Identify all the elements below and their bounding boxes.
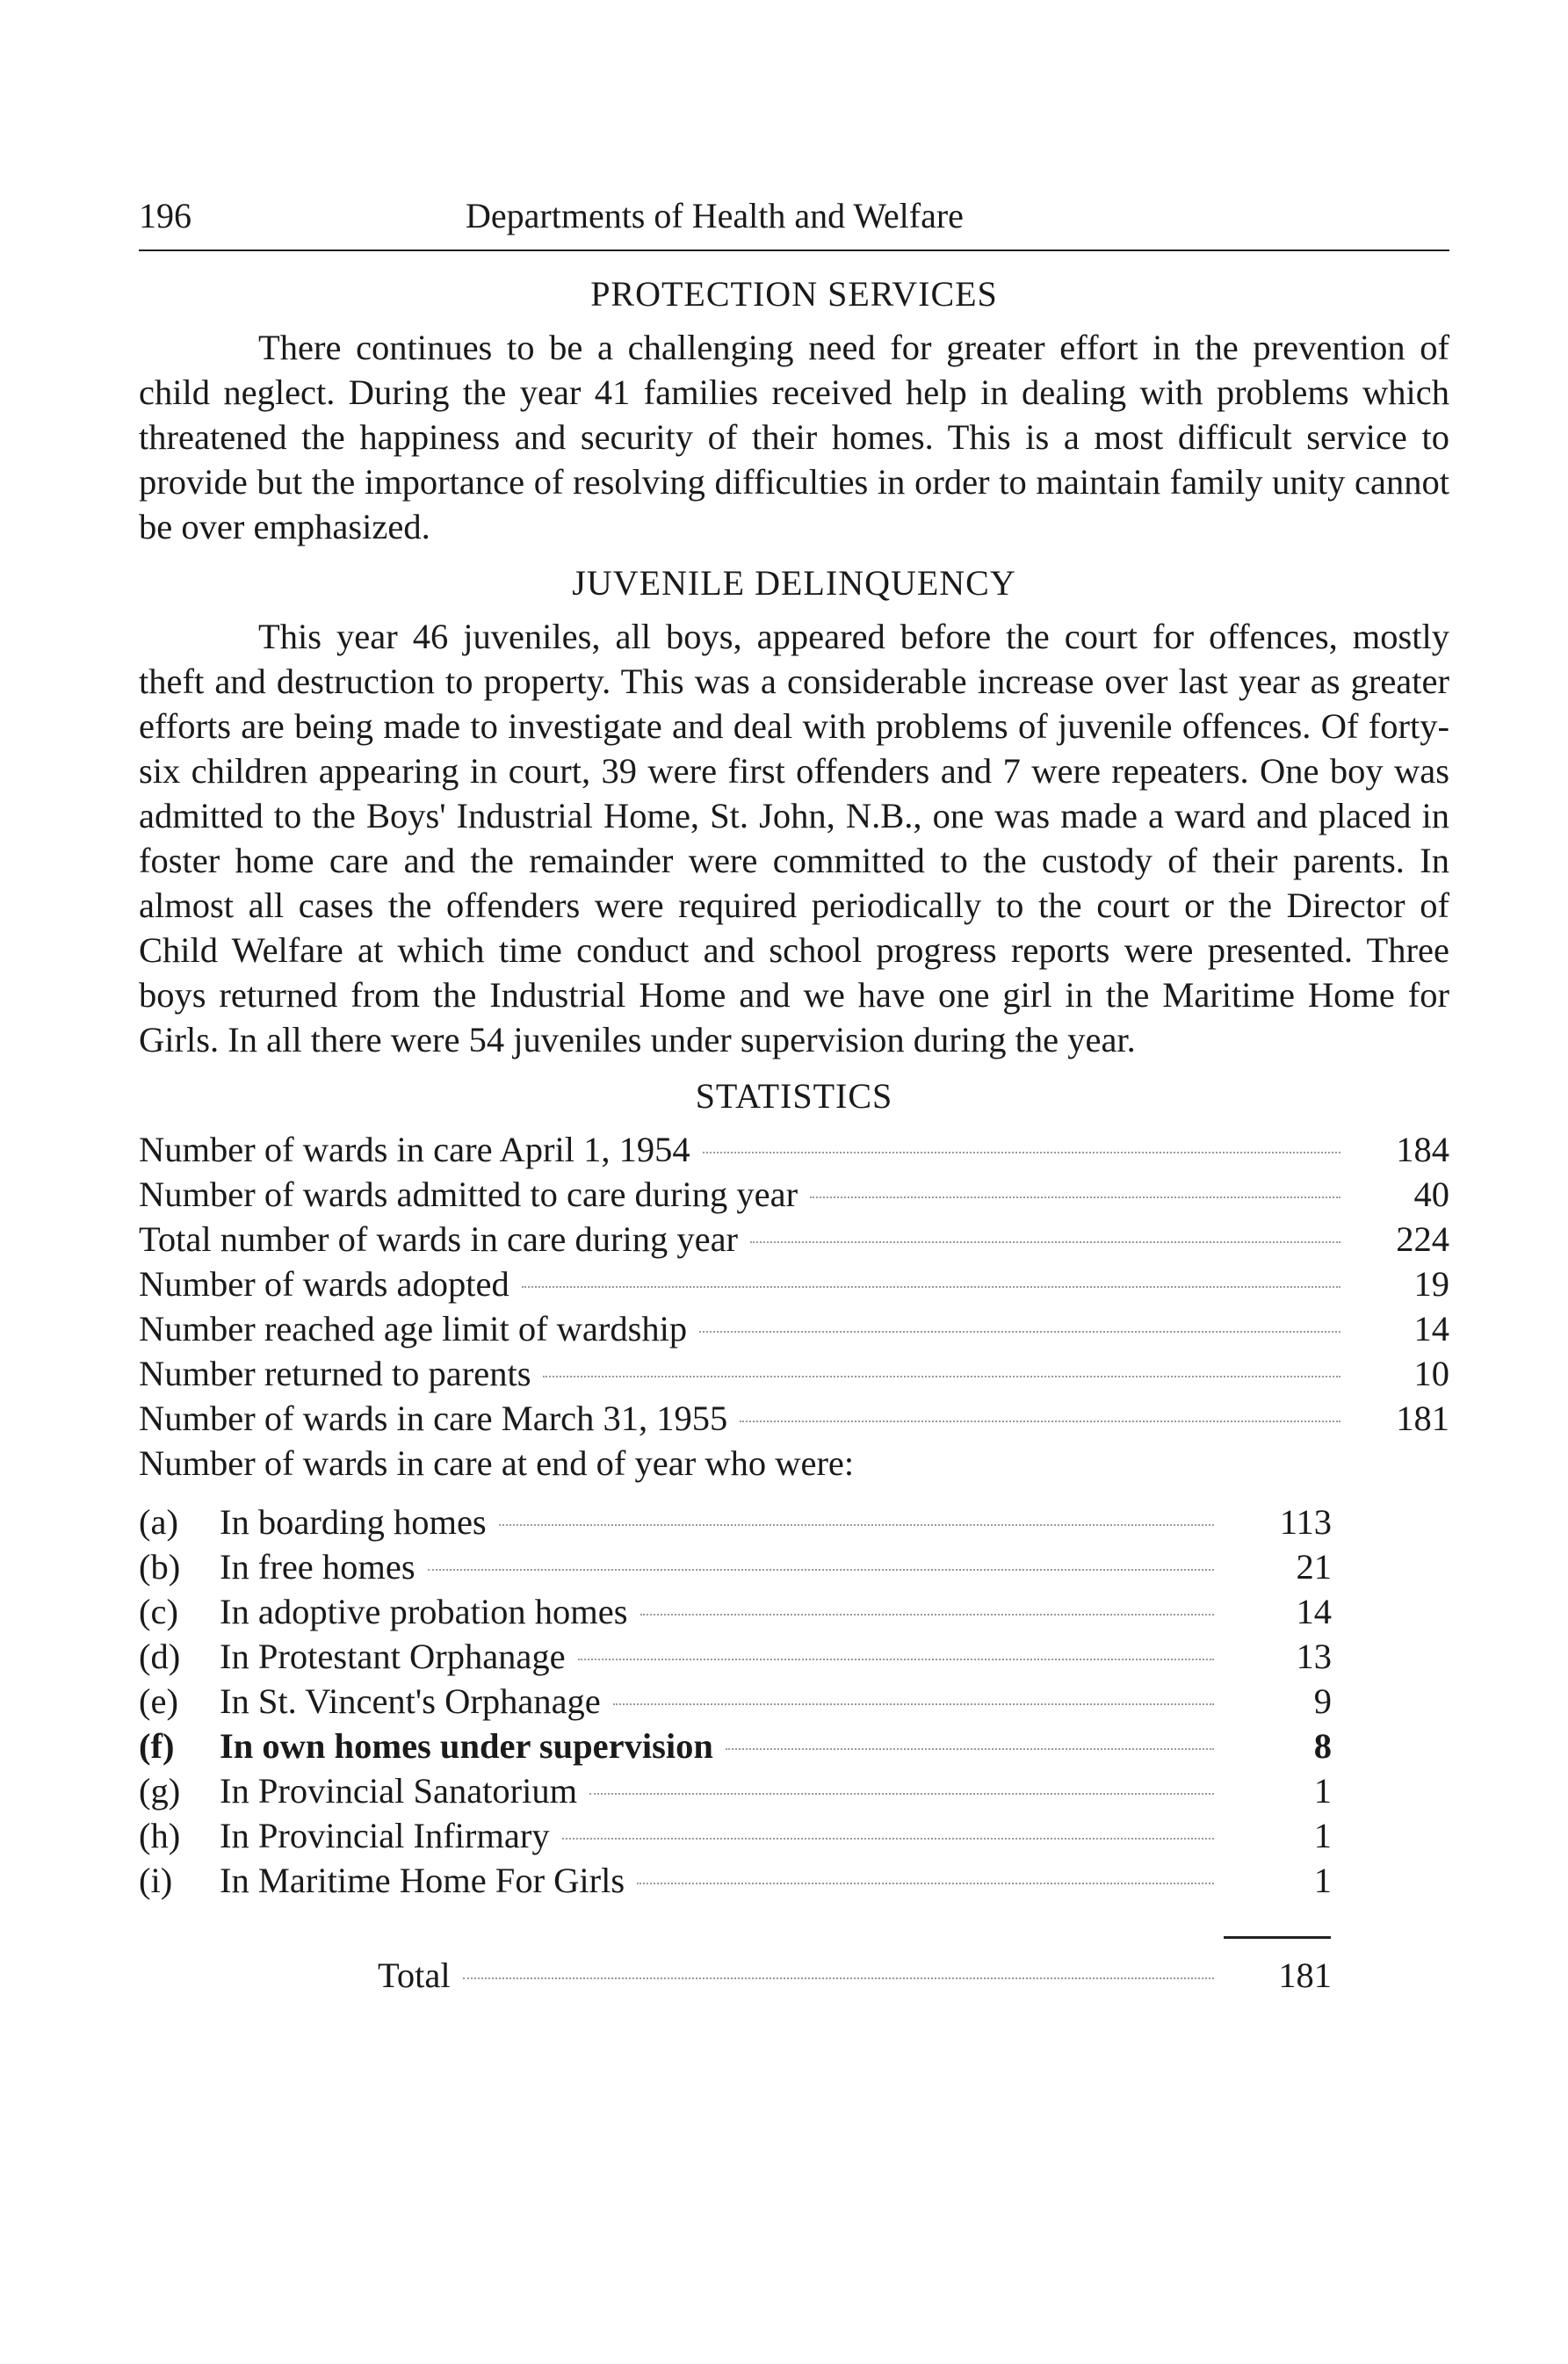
stat-row xyxy=(139,1351,1449,1396)
dot-leader xyxy=(699,1331,1340,1333)
stat-row xyxy=(139,1396,1449,1441)
stat-row xyxy=(139,1217,1449,1262)
item-label: In Provincial Sanatorium xyxy=(220,1771,578,1811)
stat-label: Number of wards in care April 1, 1954 xyxy=(139,1130,690,1169)
juvenile-delinquency-heading: JUVENILE DELINQUENCY xyxy=(572,563,1016,603)
item-label: In Maritime Home For Girls xyxy=(220,1861,625,1900)
dot-leader xyxy=(589,1793,1214,1795)
running-header xyxy=(139,195,1449,251)
dot-leader xyxy=(428,1569,1214,1571)
breakdown-row xyxy=(139,1813,1332,1858)
item-marker: (b) xyxy=(139,1547,181,1587)
breakdown-heading: Number of wards in care at end of year who were: xyxy=(139,1443,855,1483)
stat-label: Number of wards adopted xyxy=(139,1264,509,1304)
item-marker: (e) xyxy=(139,1681,178,1721)
dot-leader xyxy=(740,1421,1340,1422)
item-value: 1 xyxy=(1313,1816,1332,1855)
protection-services-heading: PROTECTION SERVICES xyxy=(590,274,998,314)
item-value: 113 xyxy=(1279,1502,1332,1542)
stat-row xyxy=(139,1262,1449,1306)
item-value: 8 xyxy=(1313,1726,1332,1766)
item-value: 13 xyxy=(1296,1637,1332,1676)
running-title: Departments of Health and Welfare xyxy=(466,196,964,235)
stat-label: Total number of wards in care during year xyxy=(139,1219,739,1259)
juvenile-delinquency-paragraph: This year 46 juveniles, all boys, appeared before the court for offences, mostly theft and destruction to property. This was a considerable increase over last year as greater efforts are being made to investigate and deal with problems of juvenile offences. Of forty-six children appearing in court, 39 were first offenders and 7 were repeaters. One boy was admitted to the Boys' Industrial Home, St. John, N.B., one was made a ward and placed in foster home care and the remainder were committed to the custody of their parents. In almost all cases the offenders were required periodically to the court or the Director of Child Welfare at which time conduct and school progress reports were presented. Three boys returned from the Industrial Home and we have one girl in the Maritime Home for Girls. In all there were 54 juveniles under supervision during the year. xyxy=(139,617,1449,1059)
stat-value: 181 xyxy=(1396,1399,1449,1438)
total-label: Total xyxy=(378,1956,451,1995)
stat-label: Number reached age limit of wardship xyxy=(139,1309,688,1348)
dot-leader xyxy=(726,1748,1214,1750)
item-value: 1 xyxy=(1313,1771,1332,1811)
item-label: In adoptive probation homes xyxy=(220,1592,628,1631)
dot-leader xyxy=(637,1883,1214,1884)
breakdown-row xyxy=(139,1500,1332,1544)
stat-row xyxy=(139,1127,1449,1172)
dot-leader xyxy=(810,1196,1340,1198)
item-marker: (g) xyxy=(139,1771,181,1811)
item-value: 9 xyxy=(1313,1681,1332,1721)
item-label: In own homes under supervision xyxy=(220,1726,713,1766)
stat-value: 10 xyxy=(1413,1354,1449,1393)
breakdown-row xyxy=(139,1589,1332,1634)
dot-leader xyxy=(578,1659,1214,1660)
breakdown-row xyxy=(139,1768,1332,1813)
stat-row xyxy=(139,1306,1449,1351)
dot-leader xyxy=(640,1614,1214,1616)
item-marker: (i) xyxy=(139,1861,173,1900)
stat-value: 224 xyxy=(1396,1219,1449,1259)
stat-value: 40 xyxy=(1413,1175,1449,1214)
item-value: 21 xyxy=(1296,1547,1332,1587)
dot-leader xyxy=(613,1703,1214,1705)
stat-value: 184 xyxy=(1396,1130,1449,1169)
dot-leader xyxy=(522,1286,1340,1288)
statistics-heading: STATISTICS xyxy=(695,1076,893,1116)
total-row xyxy=(139,1953,1332,1998)
statistics-table xyxy=(139,1127,1449,1998)
dot-leader xyxy=(562,1838,1214,1840)
stat-value: 14 xyxy=(1413,1309,1449,1348)
item-label: In free homes xyxy=(220,1547,415,1587)
breakdown-row xyxy=(139,1544,1332,1589)
dot-leader xyxy=(750,1241,1340,1243)
breakdown-list xyxy=(139,1500,1332,1998)
dot-leader xyxy=(703,1152,1340,1153)
breakdown-row xyxy=(139,1679,1332,1724)
item-value: 14 xyxy=(1296,1592,1332,1631)
stat-label: Number of wards admitted to care during year xyxy=(139,1175,798,1214)
stat-label: Number of wards in care March 31, 1955 xyxy=(139,1399,728,1438)
item-value: 1 xyxy=(1313,1861,1332,1900)
item-label: In St. Vincent's Orphanage xyxy=(220,1681,601,1721)
item-label: In Provincial Infirmary xyxy=(220,1816,550,1855)
item-label: In boarding homes xyxy=(220,1502,487,1542)
breakdown-row xyxy=(139,1724,1332,1768)
item-marker: (a) xyxy=(139,1502,178,1542)
breakdown-row xyxy=(139,1634,1332,1679)
item-marker: (d) xyxy=(139,1637,181,1676)
item-marker: (h) xyxy=(139,1816,181,1855)
breakdown-row xyxy=(139,1858,1332,1903)
total-value: 181 xyxy=(1278,1956,1332,1995)
stat-row xyxy=(139,1172,1449,1217)
item-marker: (f) xyxy=(139,1726,175,1766)
item-marker: (c) xyxy=(139,1592,178,1631)
protection-services-paragraph: There continues to be a challenging need for greater effort in the prevention of child neglect. During the year 41 families received help in dealing with problems which threatened the happiness and security of their homes. This is a most difficult service to provide but the importance of resolving difficulties in order to maintain family unity cannot be over emphasized. xyxy=(139,328,1449,546)
dot-leader xyxy=(499,1524,1214,1526)
dot-leader xyxy=(543,1376,1340,1377)
stat-value: 19 xyxy=(1413,1264,1449,1304)
page-number: 196 xyxy=(139,196,191,235)
item-label: In Protestant Orphanage xyxy=(220,1637,566,1676)
document-page xyxy=(139,195,1449,1998)
stat-label: Number returned to parents xyxy=(139,1354,531,1393)
dot-leader xyxy=(463,1977,1214,1979)
total-rule xyxy=(1224,1936,1331,1939)
